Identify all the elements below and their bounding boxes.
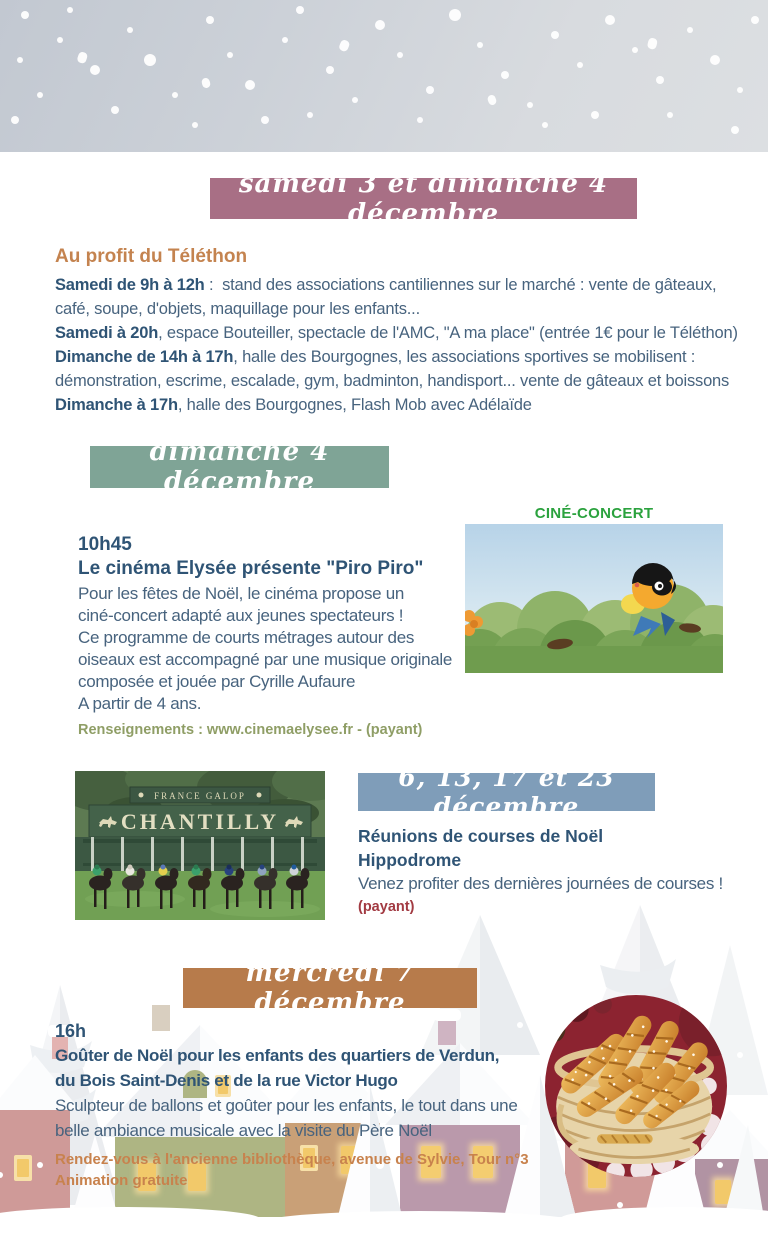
info-note: Animation gratuite xyxy=(55,1172,188,1189)
event-time: 16h xyxy=(55,1021,87,1041)
races-section xyxy=(358,824,760,915)
pastry-photo xyxy=(545,995,727,1177)
info-note: Renseignements : www.cinemaelysee.fr - (payant) xyxy=(78,722,423,738)
piro-piro-illustration xyxy=(465,524,723,673)
event-text: Pour les fêtes de Noël, le cinéma propose un xyxy=(78,584,405,603)
event-text: Sculpteur de ballons et goûter pour les enfants, le tout dans une xyxy=(55,1096,518,1115)
event-title: du Bois Saint-Denis et de la rue Victor Hugo xyxy=(55,1071,398,1090)
event-banner-sunday xyxy=(90,437,389,497)
snow-header-band xyxy=(0,0,768,152)
event-title: Réunions de courses de Noël xyxy=(358,826,604,846)
payant-note: (payant) xyxy=(358,899,415,915)
sign-top-label: FRANCE GALOP xyxy=(154,791,246,801)
banner-label: mercredi 7 décembre xyxy=(245,958,415,1018)
event-text: composée et jouée par Cyrille Aufaure xyxy=(78,672,356,691)
event-line xyxy=(55,297,755,321)
event-text: café, soupe, d'objets, maquillage pour les enfants... xyxy=(55,300,420,318)
sign-main-label: CHANTILLY xyxy=(120,809,280,834)
event-banner-wednesday xyxy=(183,958,477,1018)
event-text: : stand des associations cantiliennes sur le marché : vente de gâteaux, xyxy=(204,276,717,294)
event-title: Le cinéma Elysée présente "Piro Piro" xyxy=(78,558,424,579)
event-time: Dimanche de 14h à 17h xyxy=(55,348,234,366)
event-text: , halle des Bourgognes, les associations sportives se mobilisent : xyxy=(233,348,696,366)
event-text: Ce programme de courts métrages autour des xyxy=(78,628,415,647)
event-time: 10h45 xyxy=(78,534,132,555)
telethon-section xyxy=(55,246,755,417)
event-text: , espace Bouteiller, spectacle de l'AMC, "A ma place" (entrée 1€ pour le Téléthon) xyxy=(158,324,738,342)
france-galop-sign xyxy=(130,787,270,803)
event-text: A partir de 4 ans. xyxy=(78,694,202,713)
info-note: Rendez-vous à l'ancienne bibliothèque, avenue de Sylvie, Tour n°3 xyxy=(55,1151,529,1168)
event-line xyxy=(55,273,755,297)
event-title: Goûter de Noël pour les enfants des quartiers de Verdun, xyxy=(55,1046,500,1065)
event-line xyxy=(55,393,755,417)
pastry-photo-illustration xyxy=(545,995,727,1177)
event-text: démonstration, escrime, escalade, gym, badminton, handisport... vente de gâteaux et boissons xyxy=(55,372,730,390)
event-text: Venez profiter des dernières journées de courses ! xyxy=(358,874,723,893)
banner-label: dimanche 4 décembre xyxy=(149,437,330,497)
banner-label: samedi 3 et dimanche 4 décembre xyxy=(238,168,609,229)
event-text: oiseaux est accompagné par une musique originale xyxy=(78,650,453,669)
event-banner-weekend xyxy=(210,168,637,229)
event-text: belle ambiance musicale avec la visite du Père Noël xyxy=(55,1121,432,1140)
event-line xyxy=(55,321,755,345)
event-time: Samedi à 20h xyxy=(55,324,159,342)
event-text: , halle des Bourgognes, Flash Mob avec Adélaïde xyxy=(177,396,532,414)
event-time: Samedi de 9h à 12h xyxy=(55,276,205,294)
cinema-section xyxy=(78,534,478,738)
event-line xyxy=(55,345,755,369)
event-time: Dimanche à 17h xyxy=(55,396,178,414)
chantilly-photo xyxy=(75,771,325,920)
gouter-section xyxy=(55,1020,560,1191)
snowflakes-icon xyxy=(0,0,768,152)
section-heading: Au profit du Téléthon xyxy=(55,246,248,267)
cine-concert-label: CINÉ-CONCERT xyxy=(534,505,654,522)
event-text: ciné-concert adapté aux jeunes spectateurs ! xyxy=(78,606,404,625)
event-title: Hippodrome xyxy=(358,850,462,870)
event-line xyxy=(55,369,755,393)
event-banner-races xyxy=(358,763,655,821)
banner-label: 6, 13, 17 et 23 décembre xyxy=(398,763,615,821)
chantilly-sign xyxy=(89,805,311,837)
